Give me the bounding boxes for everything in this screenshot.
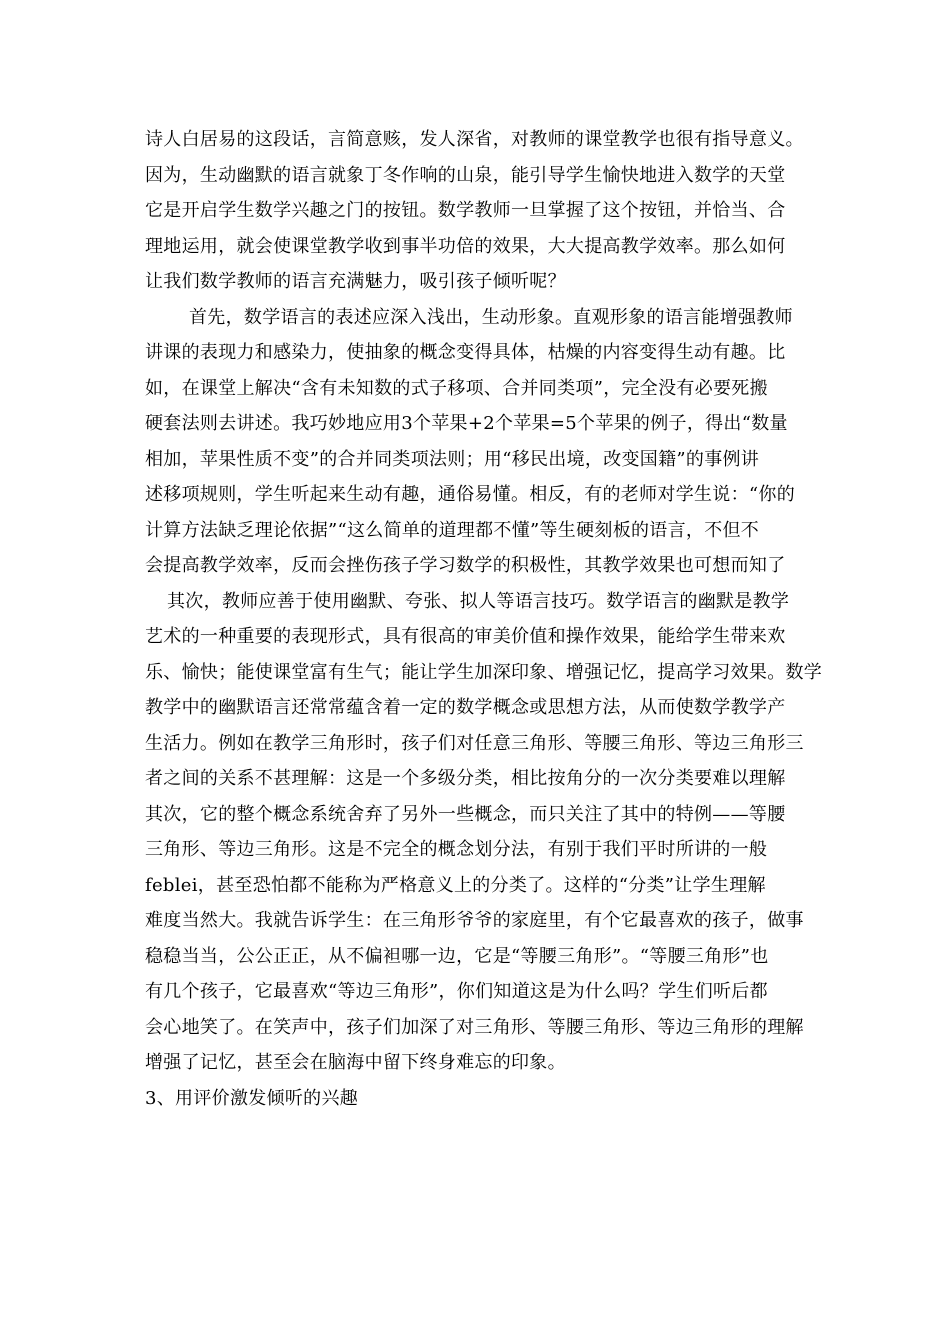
text-line: 理地运用，就会使课堂教学收到事半功倍的效果，大大提高教学效率。那么如何 xyxy=(145,235,786,257)
text-line: 稳稳当当，公公正正，从不偏袒哪一边，它是“等腰三角形”。“等腰三角形”也 xyxy=(145,945,769,967)
text-line: 增强了记忆，甚至会在脑海中留下终身难忘的印象。 xyxy=(145,1052,566,1073)
text-line: 它是开启学生数学兴趣之门的按钮。数学教师一旦掌握了这个按钮，并恰当、合 xyxy=(145,200,786,221)
text-line: 乐、愉快；能使课堂富有生气；能让学生加深印象、增强记忆，提高学习效果。数学 xyxy=(145,661,823,683)
text-line: 述移项规则，学生听起来生动有趣，通俗易懂。相反，有的老师对学生说：“你的 xyxy=(145,484,795,505)
text-line: 教学中的幽默语言还常常蕴含着一定的数学概念或思想方法，从而使数学教学产 xyxy=(145,697,786,718)
text-line: 会心地笑了。在笑声中，孩子们加深了对三角形、等腰三角形、等边三角形的理解 xyxy=(145,1016,804,1038)
text-line: 硬套法则去讲述。我巧妙地应用3个苹果+2个苹果=5个苹果的例子，得出“数量 xyxy=(145,413,788,434)
text-line: 三角形、等边三角形。这是不完全的概念划分法，有别于我们平时所讲的一般 xyxy=(145,839,768,860)
text-line: 如，在课堂上解决“含有未知数的式子移项、合并同类项”，完全没有必要死搬 xyxy=(145,377,768,399)
document-body xyxy=(145,122,823,1116)
text-line: 者之间的关系不甚理解：这是一个多级分类，相比按角分的一次分类要难以理解 xyxy=(145,768,786,789)
text-line: 讲课的表现力和感染力，使抽象的概念变得具体，枯燥的内容变得生动有趣。比 xyxy=(145,342,786,363)
text-line: feblei，甚至恐怕都不能称为严格意义上的分类了。这样的“分类”让学生理解 xyxy=(145,874,766,896)
text-line: 难度当然大。我就告诉学生：在三角形爷爷的家庭里，有个它最喜欢的孩子，做事 xyxy=(145,910,804,931)
text-line: 诗人白居易的这段话，言简意赅，发人深省，对教师的课堂教学也很有指导意义。 xyxy=(145,129,804,150)
text-line: 会提高教学效率，反而会挫伤孩子学习数学的积极性，其教学效果也可想而知了 xyxy=(145,555,786,576)
text-line: 计算方法缺乏理论依据”“这么简单的道理都不懂”等生硬刻板的语言，不但不 xyxy=(145,519,760,541)
text-line: 有几个孩子，它最喜欢“等边三角形”，你们知道这是为什么吗？学生们听后都 xyxy=(145,981,768,1002)
text-line: 因为，生动幽默的语言就象丁冬作响的山泉，能引导学生愉快地进入数学的天堂 xyxy=(145,164,786,186)
text-line: 艺术的一种重要的表现形式，具有很高的审美价值和操作效果，能给学生带来欢 xyxy=(145,626,786,647)
text-line: 其次，它的整个概念系统舍弃了另外一些概念，而只关注了其中的特例——等腰 xyxy=(145,803,786,825)
section-heading: 3、用评价激发倾听的兴趣 xyxy=(145,1087,359,1109)
text-line: 相加，苹果性质不变”的合并同类项法则；用“移民出境，改变国籍”的事例讲 xyxy=(145,448,760,470)
paragraph-first-line: 首先，数学语言的表述应深入浅出，生动形象。直观形象的语言能增强教师 xyxy=(189,306,793,328)
paragraph-first-line: 其次，教师应善于使用幽默、夸张、拟人等语言技巧。数学语言的幽默是教学 xyxy=(167,590,790,612)
text-line: 让我们数学教师的语言充满魅力，吸引孩子倾听呢？ xyxy=(145,271,566,292)
text-line: 生活力。例如在教学三角形时，孩子们对任意三角形、等腰三角形、等边三角形三 xyxy=(145,732,804,754)
